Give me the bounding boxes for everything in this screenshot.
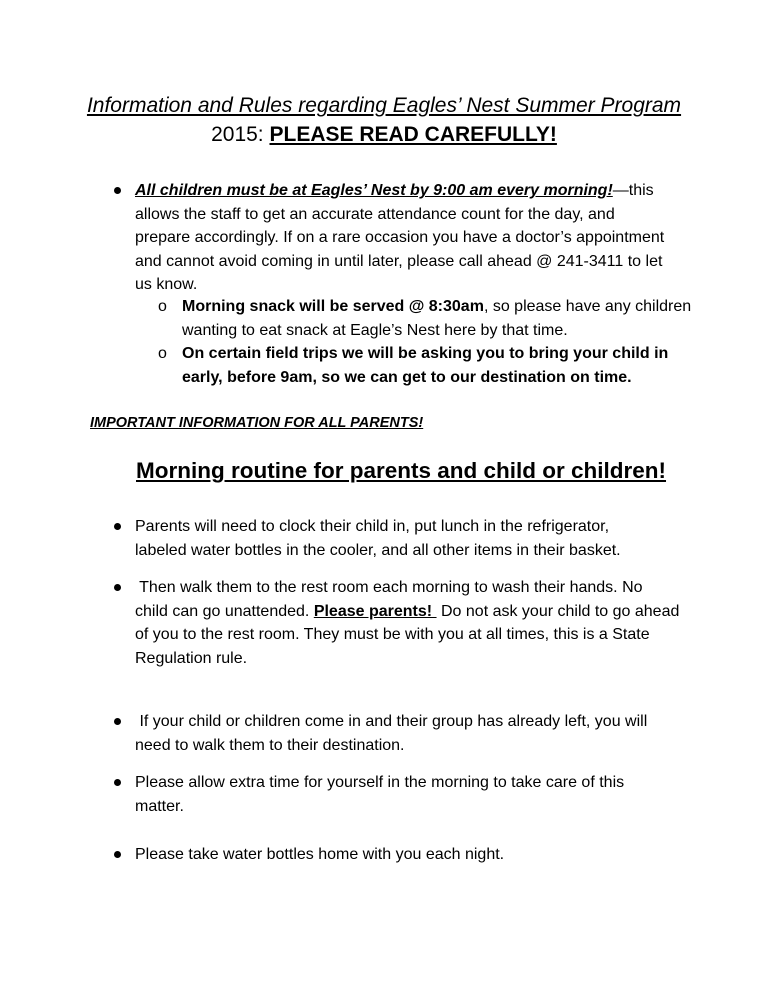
rule-snack-line <box>182 295 702 319</box>
routine-item-line: Regulation rule. <box>135 649 248 667</box>
routine-item <box>135 710 695 757</box>
bullet-icon <box>114 523 121 530</box>
routine-item-line <box>135 600 695 624</box>
routine-item <box>135 515 695 562</box>
important-label: IMPORTANT INFORMATION FOR ALL PARENTS! <box>90 415 424 431</box>
rule-field-trips-line: early, before 9am, so we can get to our destination on time. <box>182 368 632 386</box>
rule-arrival <box>135 179 695 297</box>
document-title: Information and Rules regarding Eagles’ Nest Summer Program <box>86 94 682 117</box>
bullet-icon <box>114 584 121 591</box>
document-subtitle <box>0 122 768 148</box>
routine-item <box>135 771 695 818</box>
rule-field-trips-line: On certain field trips we will be asking you to bring your child in <box>182 345 669 362</box>
rule-arrival-text: —this <box>612 182 654 199</box>
rule-arrival-line: allows the staff to get an accurate attendance count for the day, and <box>135 205 615 223</box>
routine-text: Do not ask your child to go ahead <box>436 602 680 620</box>
rule-field-trips <box>182 342 702 389</box>
rule-arrival-bold: All children must be at Eagles’ Nest by 9:00 am every morning! <box>135 182 613 199</box>
title-warning: PLEASE READ CAREFULLY! <box>269 123 557 146</box>
bullet-icon <box>114 851 121 858</box>
bullet-icon <box>114 779 121 786</box>
bullet-icon <box>114 718 121 725</box>
rule-snack-text: , so please have any children <box>483 298 692 315</box>
routine-item-line: Parents will need to clock their child in, put lunch in the refrigerator, <box>135 518 610 535</box>
routine-text: child can go unattended. <box>135 602 314 620</box>
routine-item <box>135 576 695 670</box>
rule-arrival-line <box>135 179 695 203</box>
rule-arrival-line: prepare accordingly. If on a rare occasion you have a doctor’s appointment <box>135 229 665 246</box>
sub-bullet-marker: o <box>158 298 167 315</box>
rule-snack-line: wanting to eat snack at Eagle’s Nest here by that time. <box>182 321 568 339</box>
routine-item-line: If your child or children come in and their group has already left, you will <box>135 713 648 730</box>
rule-arrival-line: and cannot avoid coming in until later, please call ahead @ 241-3411 to let <box>135 252 663 270</box>
rule-snack-bold: Morning snack will be served @ 8:30am <box>182 298 484 315</box>
routine-item-line: Please take water bottles home with you each night. <box>135 846 505 863</box>
routine-item-line: matter. <box>135 797 184 815</box>
routine-emphasis: Please parents! <box>313 602 437 620</box>
rule-snack <box>182 295 702 342</box>
sub-bullet-marker: o <box>158 345 167 362</box>
title-year: 2015: <box>211 123 270 146</box>
routine-item-line: of you to the rest room. They must be with you at all times, this is a State <box>135 626 650 643</box>
routine-heading: Morning routine for parents and child or children! <box>136 458 667 483</box>
routine-item-line: Then walk them to the rest room each morning to wash their hands. No <box>135 579 643 596</box>
routine-item-line: need to walk them to their destination. <box>135 736 405 754</box>
rule-arrival-line: us know. <box>135 276 198 293</box>
bullet-icon <box>114 187 121 194</box>
routine-item-line: labeled water bottles in the cooler, and all other items in their basket. <box>135 541 621 559</box>
routine-item <box>135 843 695 867</box>
routine-item-line: Please allow extra time for yourself in the morning to take care of this <box>135 774 625 791</box>
